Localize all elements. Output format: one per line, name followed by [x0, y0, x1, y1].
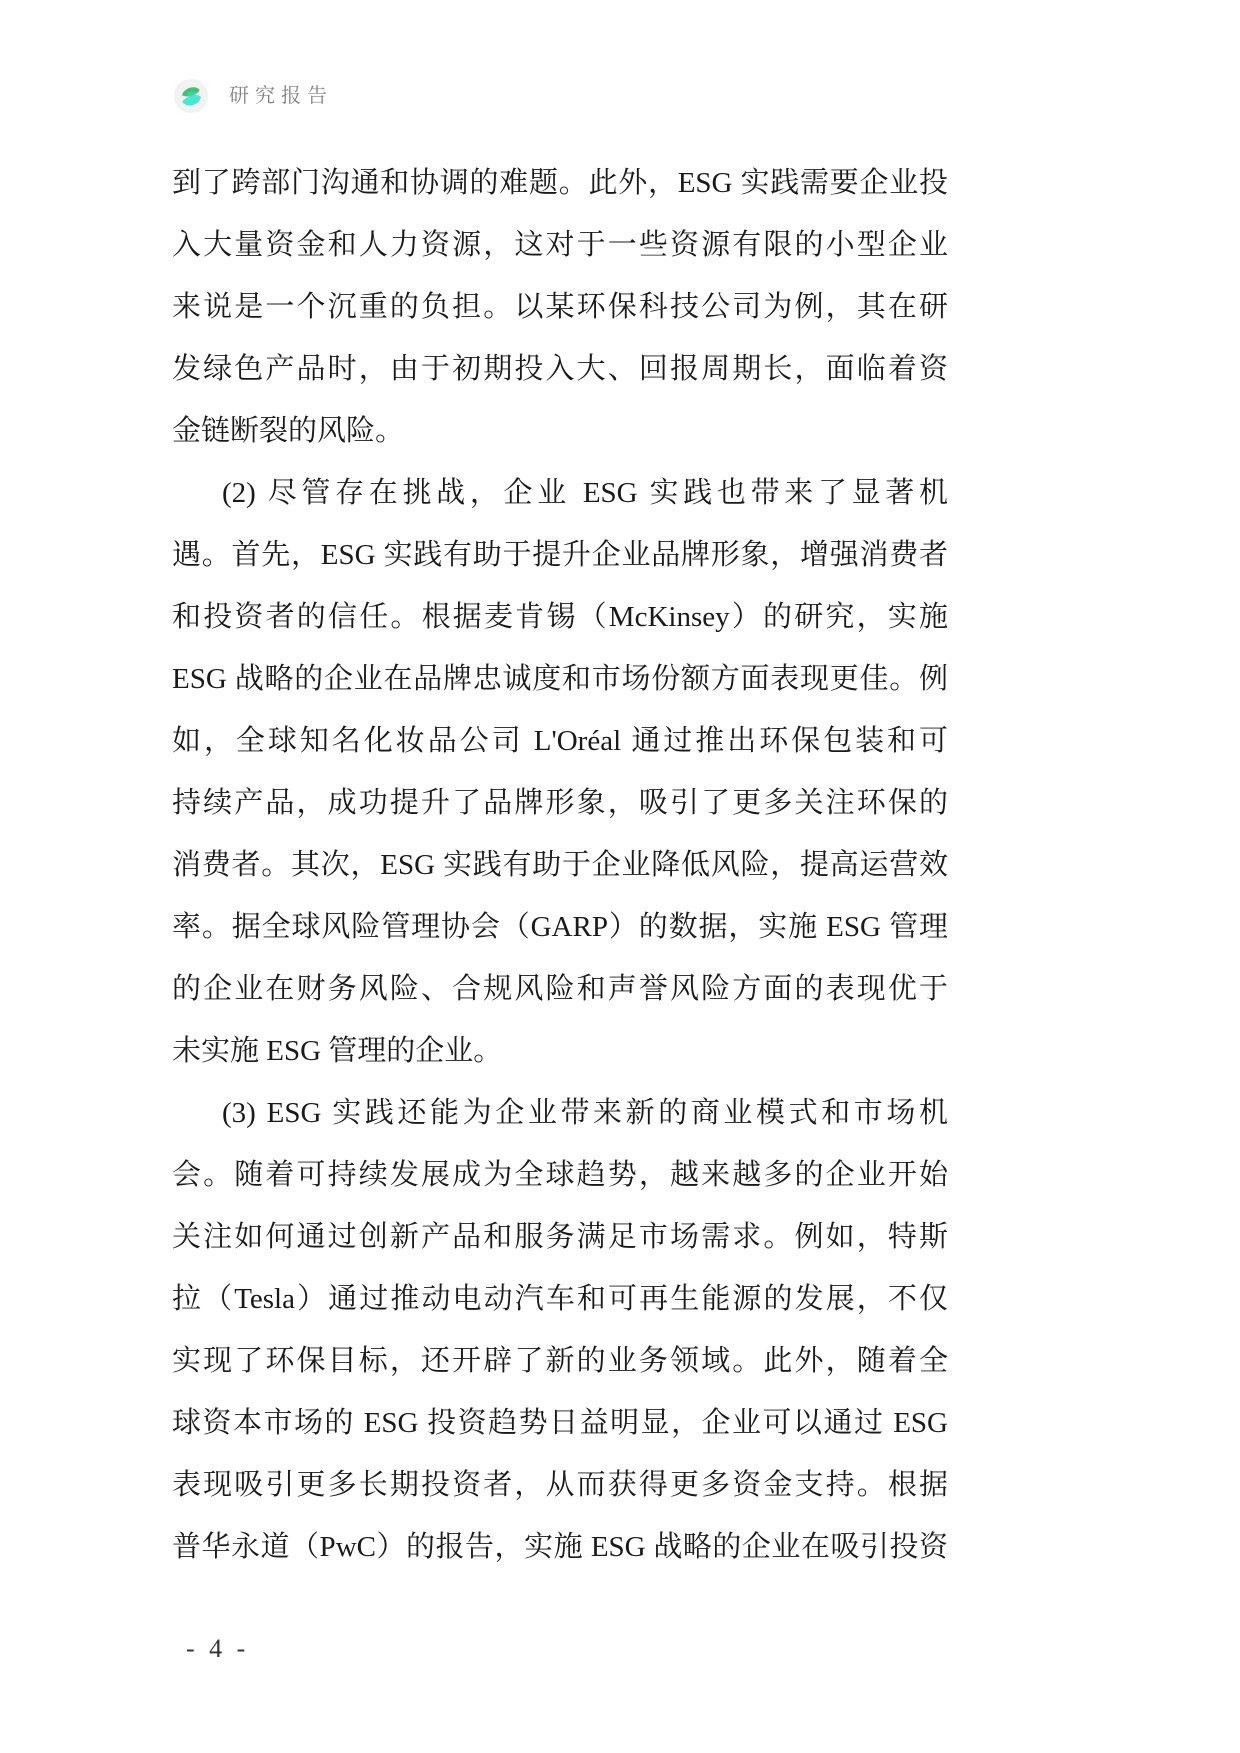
text-line: 率。据全球风险管理协会（GARP）的数据，实施 ESG 管理 — [172, 911, 948, 943]
text-line: 实现了环保目标，还开辟了新的业务领域。此外，随着全 — [172, 1345, 948, 1377]
text-line: 消费者。其次，ESG 实践有助于企业降低风险，提高运营效 — [172, 849, 948, 881]
text-line-paragraph-start: (3) ESG 实践还能为企业带来新的商业模式和市场机 — [222, 1097, 948, 1129]
text-line: 金链断裂的风险。 — [172, 415, 405, 447]
text-line: 未实施 ESG 管理的企业。 — [172, 1035, 503, 1067]
text-line: 普华永道（PwC）的报告，实施 ESG 战略的企业在吸引投资 — [172, 1531, 948, 1563]
text-line-paragraph-start: (2) 尽管存在挑战，企业 ESG 实践也带来了显著机 — [222, 477, 948, 509]
text-line: 表现吸引更多长期投资者，从而获得更多资金支持。根据 — [172, 1469, 948, 1501]
text-line: 到了跨部门沟通和协调的难题。此外，ESG 实践需要企业投 — [172, 167, 948, 199]
text-line: 来说是一个沉重的负担。以某环保科技公司为例，其在研 — [172, 291, 948, 323]
text-line: 关注如何通过创新产品和服务满足市场需求。例如，特斯 — [172, 1221, 948, 1253]
text-line: ESG 战略的企业在品牌忠诚度和市场份额方面表现更佳。例 — [172, 663, 948, 695]
page-number: - 4 - — [186, 1634, 250, 1663]
text-line: 和投资者的信任。根据麦肯锡（McKinsey）的研究，实施 — [172, 601, 948, 633]
text-line: 遇。首先，ESG 实践有助于提升企业品牌形象，增强消费者 — [172, 539, 948, 571]
brand-title: 研究报告 — [229, 85, 333, 107]
report-header — [174, 79, 333, 113]
brand-logo-icon — [174, 79, 208, 113]
text-line: 发绿色产品时，由于初期投入大、回报周期长，面临着资 — [172, 353, 948, 385]
text-line: 入大量资金和人力资源，这对于一些资源有限的小型企业 — [172, 229, 948, 261]
text-line: 如，全球知名化妆品公司 L'Oréal 通过推出环保包装和可 — [172, 725, 948, 757]
text-line: 会。随着可持续发展成为全球趋势，越来越多的企业开始 — [172, 1159, 948, 1191]
text-line: 持续产品，成功提升了品牌形象，吸引了更多关注环保的 — [172, 787, 948, 819]
text-line: 拉（Tesla）通过推动电动汽车和可再生能源的发展，不仅 — [172, 1283, 948, 1315]
text-line: 球资本市场的 ESG 投资趋势日益明显，企业可以通过 ESG — [172, 1407, 948, 1439]
text-line: 的企业在财务风险、合规风险和声誉风险方面的表现优于 — [172, 973, 948, 1005]
document-body — [172, 152, 948, 1578]
